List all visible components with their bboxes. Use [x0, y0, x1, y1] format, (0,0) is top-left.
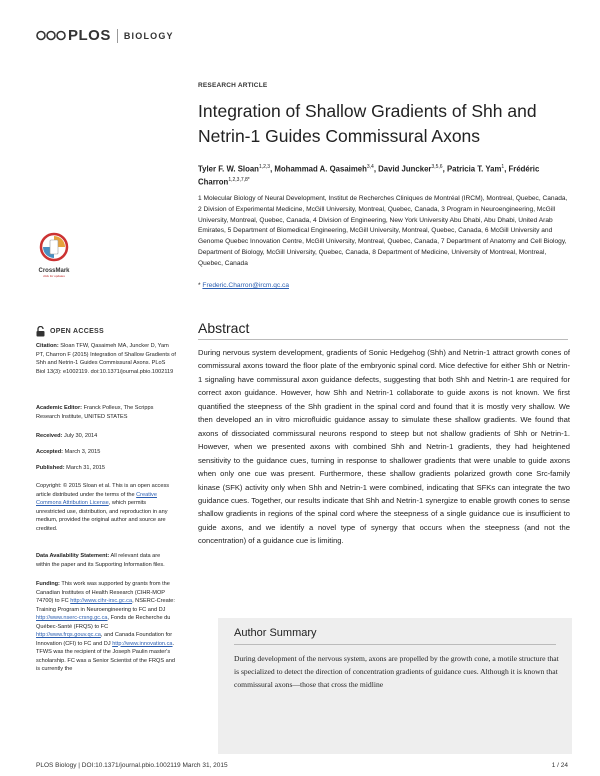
- logo-plos-text: PLOS: [68, 27, 111, 44]
- data-availability-label: Data Availability Statement:: [36, 553, 110, 559]
- accepted-label: Accepted:: [36, 449, 64, 455]
- received-block: [36, 432, 176, 441]
- copyright-block: [36, 482, 176, 533]
- author-affiliation-marks: 1: [501, 164, 505, 170]
- funding-link[interactable]: http://www.cihr-irsc.gc.ca: [70, 598, 133, 604]
- logo-journal-text: BIOLOGY: [123, 30, 174, 41]
- received-date: July 30, 2014: [64, 433, 98, 439]
- plos-logo-icon: [36, 29, 66, 42]
- crossmark-badge[interactable]: [34, 232, 74, 278]
- citation-label: Citation:: [36, 343, 59, 349]
- funding-text: , Fonds de Recherche du Québec-Santé (FRQS) to FC: [36, 615, 171, 630]
- accepted-date: March 3, 2015: [64, 449, 101, 455]
- funding-block: [36, 580, 176, 674]
- funding-label: Funding:: [36, 581, 60, 587]
- author-affiliation-marks: 3,5,6: [431, 164, 443, 170]
- crossmark-label: CrossMark: [38, 268, 70, 274]
- open-lock-icon: [36, 326, 45, 337]
- author-name: Mohammad A. Qasaimeh: [274, 164, 367, 174]
- funding-text: This work was supported by grants from the Canadian Institutes of Health Research (CIHR-MOP 74700) to FC: [36, 581, 170, 604]
- corresponding-email-line: [198, 282, 289, 289]
- funding-link[interactable]: http://www.frqs.gouv.qc.ca: [36, 632, 101, 638]
- crossmark-sublabel: click for updates: [43, 274, 65, 278]
- author-summary-divider: [234, 644, 556, 645]
- footer-citation: PLOS Biology | DOI:10.1371/journal.pbio.1002119 March 31, 2015: [36, 762, 228, 769]
- author-affiliation-marks: 1,2,3: [258, 164, 271, 170]
- funding-text: . TFWS was the recipient of the Joseph Paulin master's scholarship. FC was a Senior Scientist of the FRQS and is currently the: [36, 640, 175, 672]
- citation-text: Sloan TFW, Qasaimeh MA, Juncker D, Yam PT, Charron F (2015) Integration of Shallow Gradients of Shh and Netrin-1 Guides Commissural Axons. PLoS Biol 13(3): e1002119. doi:10.1371/journal.pbio.1002119: [36, 343, 176, 375]
- email-marker: *: [198, 282, 201, 289]
- author-name: Frédéric Charron: [198, 164, 540, 187]
- published-date: March 31, 2015: [66, 465, 106, 471]
- author-name: Patricia T. Yam: [446, 164, 502, 174]
- crossmark-icon: [39, 232, 69, 262]
- received-label: Received:: [36, 433, 63, 439]
- author-summary-text: During development of the nervous system, axons are propelled by the growth cone, a motile structure that is specialized to detect the direction of concentration gradients of guidance cues. Although it is known that commissural axons—those that cross the midline: [234, 654, 559, 689]
- author-name: David Juncker: [378, 164, 432, 174]
- data-availability-block: [36, 552, 176, 569]
- academic-editor-label: Academic Editor:: [36, 405, 83, 411]
- corresponding-marker: *: [247, 176, 250, 183]
- page-number: 1 / 24: [551, 762, 568, 769]
- plos-biology-logo: [36, 27, 174, 44]
- author-name: Tyler F. W. Sloan: [198, 164, 259, 174]
- open-access-label: OPEN ACCESS: [50, 328, 104, 335]
- funding-text: , and Canada Foundation for Innovation (CFI) to FC and DJ: [36, 632, 173, 647]
- funding-link[interactable]: http://www.innovation.ca: [112, 640, 173, 647]
- logo-separator: [117, 29, 118, 43]
- license-link[interactable]: Creative Commons Attribution License: [36, 491, 157, 506]
- affiliations: 1 Molecular Biology of Neural Development, Institut de Recherches Cliniques de Montréal (IRCM), Montreal, Quebec, Canada, 2 Division of Experimental Medicine, McGill University, Montreal, Quebec, Canada, 3 Program in Neuroengineering, McGill University, Montreal, Quebec, Canada, 4 Division of Engineering, New York University Abu Dhabi, Abu Dhabi, United Arab Emirates, 5 Department of Biomedical Engineering, McGill University, Montreal, Quebec, Canada, 6 McGill University and Genome Quebec Innovation Centre, McGill University, Montreal, Quebec, Canada, 7 Department of Anatomy and Cell Biology, Department of Biology, McGill University, Quebec, Canada, 8 Department of Medicine, University of Montreal, Montreal, Quebec, Canada: [198, 195, 568, 267]
- copyright-text: Copyright: © 2015 Sloan et al. This is an open access article distributed under the terms of the: [36, 483, 170, 498]
- abstract-divider: [198, 339, 568, 340]
- citation-block: [36, 342, 176, 376]
- article-type: RESEARCH ARTICLE: [198, 82, 268, 89]
- published-label: Published:: [36, 465, 65, 471]
- academic-editor-text: Franck Polleux, The Scripps Research Institute, UNITED STATES: [36, 405, 154, 420]
- author-list: Tyler F. W. Sloan$^{1,2,3}$, Mohammad A. Qasaimeh$^{3,4}$, David Juncker$^{3,5,6}$, Patricia T. Yam$^1$, Frédéric Charron$^{1,2,3,7,8*}$: [198, 164, 540, 187]
- author-affiliation-marks: 1,2,3,7,8: [228, 176, 248, 183]
- funding-link[interactable]: http://www.nserc-crsng.gc.ca: [36, 615, 108, 621]
- published-block: [36, 464, 176, 473]
- author-affiliation-marks: 3,4: [366, 164, 374, 170]
- copyright-text-cont: , which permits unrestricted use, distribution, and reproduction in any medium, provided the original author and source are credited.: [36, 500, 168, 532]
- accepted-block: [36, 448, 176, 457]
- funding-text: , NSERC-Create: Training Program in Neuroengineering to FC and DJ: [36, 598, 175, 613]
- academic-editor-block: [36, 404, 176, 421]
- data-availability-text: All relevant data are within the paper and its Supporting Information files.: [36, 553, 165, 568]
- abstract-heading: Abstract: [198, 320, 250, 336]
- abstract-text: During nervous system development, gradients of Sonic Hedgehog (Shh) and Netrin-1 attract growth cones of commissural axons toward the floor plate of the embryonic spinal cord. Mice defective for either Shh or Netrin-1 signaling have commissural axon guidance defects, suggesting that both Shh and Netrin-1 are required for correct axon guidance. However, how Shh and Netrin-1 collaborate to guide axons is not known. We first quantified the steepness of the Shh gradient in the spinal cord and found that it is mostly very shallow. We then developed an in vitro microfluidic guidance assay to simulate these shallow gradients. We found that axons of dissociated commissural neurons respond to steep but not shallow gradients of Shh or Netrin-1. However, when we presented axons with combined Shh and Netrin-1 gradients, they had heightened sensitivity to the guidance cues, turning in response to shallower gradients that were unable to guide axons when only one cue was present. Furthermore, these shallow gradients polarized growth cone Src-family kinase (SFK) activity only when Shh and Netrin-1 were combined, indicating that SFKs can integrate the two guidance cues. Together, our results indicate that Shh and Netrin-1 synergize to enable growth cones to sense shallow gradients in regions of the spinal cord where the steepness of a single guidance cue is insufficient to guide axons, and we identify a novel type of synergy that occurs when the steepness (and not the concentration) of a guidance cue is limiting.: [198, 348, 570, 546]
- article-title: Integration of Shallow Gradients of Shh and Netrin-1 Guides Commissural Axons: [198, 101, 537, 146]
- author-summary-heading: Author Summary: [234, 627, 317, 639]
- open-access-badge: [36, 326, 104, 337]
- email-link[interactable]: Frederic.Charron@ircm.qc.ca: [202, 282, 289, 289]
